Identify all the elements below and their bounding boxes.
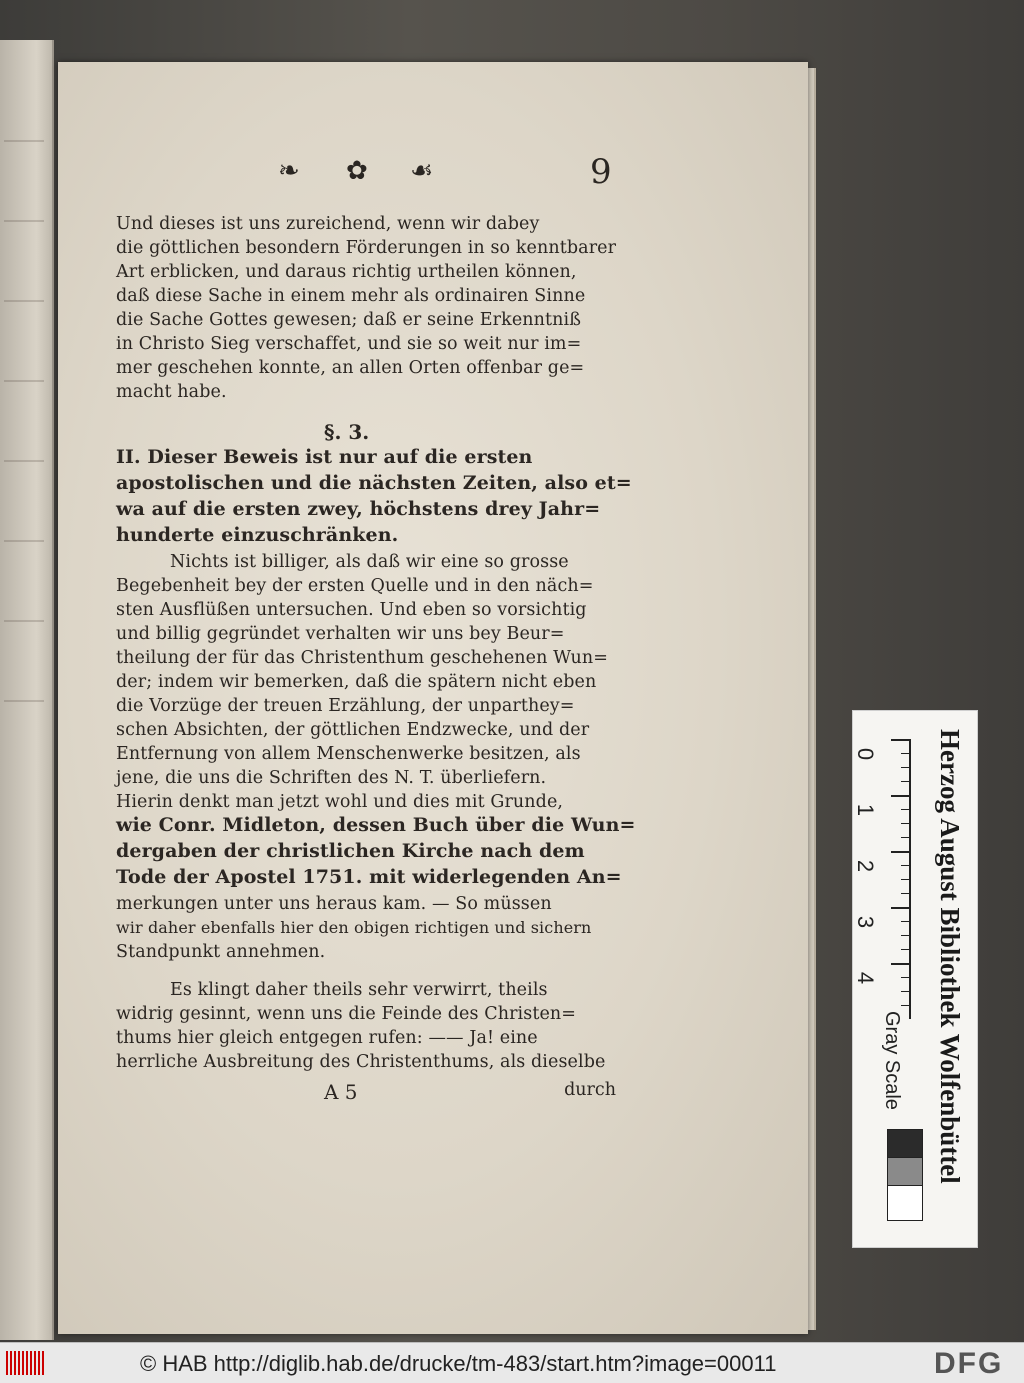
scale-number: 2 <box>853 859 879 873</box>
text-line: herrliche Ausbreitung des Christenthums, als dieselbe <box>116 1052 606 1072</box>
text-line: mer geschehen konnte, an allen Orten offenbar ge= <box>116 358 585 378</box>
ornament-left-icon: ❧ <box>278 156 300 186</box>
heading-line: hunderte einzuschränken. <box>116 524 399 546</box>
text-line: merkungen unter uns heraus kam. — So müssen <box>116 894 552 914</box>
catchword: durch <box>564 1080 616 1100</box>
text-line: thums hier gleich entgegen rufen: —— Ja! eine <box>116 1028 538 1048</box>
heading-line: II. Dieser Beweis ist nur auf die ersten <box>116 446 533 468</box>
text-line: Es klingt daher theils sehr verwirrt, theils <box>170 980 548 1000</box>
text-line: die göttlichen besondern Förderungen in so kenntbarer <box>116 238 617 258</box>
ornament-right-icon: ☙ <box>410 156 434 186</box>
swatch-light <box>887 1185 923 1221</box>
text-line: Standpunkt annehmen. <box>116 942 326 962</box>
signature-mark: A 5 <box>324 1080 358 1104</box>
barcode-icon <box>6 1351 46 1375</box>
text-line: Nichts ist billiger, als daß wir eine so grosse <box>170 552 569 572</box>
text-line: sten Ausflüßen untersuchen. Und eben so vorsichtig <box>116 600 587 620</box>
dfg-logo: DFG <box>934 1347 1004 1380</box>
heading-line: apostolischen und die nächsten Zeiten, also et= <box>116 472 632 494</box>
scale-number: 1 <box>853 803 879 817</box>
library-title: Herzog August Bibliothek Wolfenbüttel <box>935 729 965 1184</box>
gray-scale-label: Gray Scale <box>881 1011 903 1110</box>
text-line: Entfernung von allem Menschenwerke besitzen, als <box>116 744 581 764</box>
footer-bar <box>0 1342 1024 1383</box>
text-line: schen Absichten, der göttlichen Endzwecke, und der <box>116 720 590 740</box>
page-header <box>278 152 618 196</box>
text-line: jene, die uns die Schriften des N. T. überliefern. <box>116 768 547 788</box>
text-line: Hierin denkt man jetzt wohl und dies mit Grunde, <box>116 792 564 812</box>
text-line: Art erblicken, und daraus richtig urtheilen können, <box>116 262 577 282</box>
text-line: Begebenheit bey der ersten Quelle und in den näch= <box>116 576 594 596</box>
text-line: Tode der Apostel 1751. mit widerlegenden An= <box>116 866 622 888</box>
scale-number: 4 <box>853 971 879 985</box>
adjacent-page-strip <box>0 40 54 1340</box>
scale-number: 0 <box>853 747 879 761</box>
color-calibration-chart <box>852 710 978 1248</box>
text-line: und billig gegründet verhalten wir uns bey Beur= <box>116 624 565 644</box>
page-number: 9 <box>590 152 612 192</box>
ornament-center-icon: ✿ <box>346 156 368 186</box>
text-line: theilung der für das Christenthum geschehenen Wun= <box>116 648 609 668</box>
copyright-link[interactable]: © HAB http://diglib.hab.de/drucke/tm-483/start.htm?image=00011 <box>140 1351 777 1376</box>
text-line: widrig gesinnt, wenn uns die Feinde des Christen= <box>116 1004 577 1024</box>
text-line: daß diese Sache in einem mehr als ordinairen Sinne <box>116 286 586 306</box>
text-line: wir daher ebenfalls hier den obigen richtigen und sichern <box>116 918 592 937</box>
text-line: der; indem wir bemerken, daß die spätern nicht eben <box>116 672 597 692</box>
text-line: wie Conr. Midleton, dessen Buch über die Wun= <box>116 814 636 836</box>
text-line: in Christo Sieg verschaffet, und sie so weit nur im= <box>116 334 582 354</box>
section-mark: §. 3. <box>324 420 370 444</box>
heading-line: wa auf die ersten zwey, höchstens drey Jahr= <box>116 498 601 520</box>
scale-number: 3 <box>853 915 879 929</box>
text-line: die Vorzüge der treuen Erzählung, der unparthey= <box>116 696 575 716</box>
text-line: dergaben der christlichen Kirche nach dem <box>116 840 585 862</box>
text-line: macht habe. <box>116 382 227 402</box>
text-line: Und dieses ist uns zureichend, wenn wir dabey <box>116 214 540 234</box>
text-line: die Sache Gottes gewesen; daß er seine Erkenntniß <box>116 310 582 330</box>
